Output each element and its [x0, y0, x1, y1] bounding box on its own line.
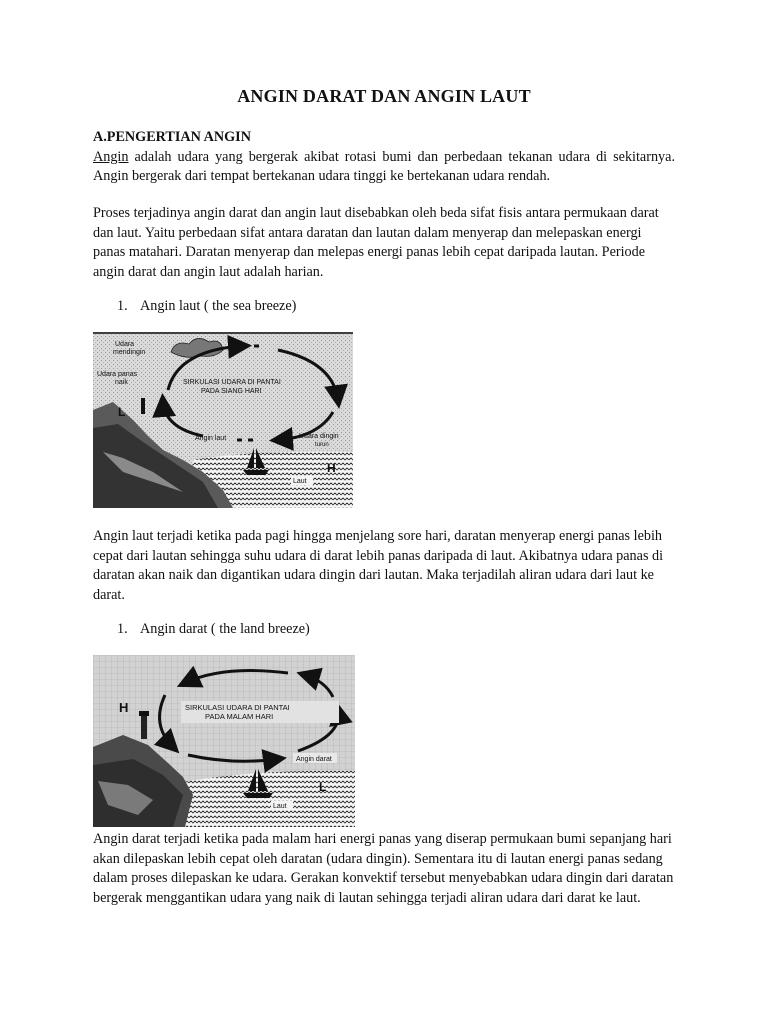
label-high-pressure: H	[119, 700, 129, 715]
intro-section	[93, 128, 675, 187]
label-hot-air-line2: naik	[115, 379, 128, 386]
section-heading: A.PENGERTIAN ANGIN	[93, 129, 251, 145]
label-hot-air-line1: Udara panas	[97, 371, 138, 378]
land-breeze-label: Angin darat ( the land breeze)	[140, 621, 310, 637]
land-breeze-diagram	[93, 655, 355, 827]
label-sea: Laut	[273, 803, 287, 810]
intro-paragraph	[93, 148, 675, 187]
list-number: 1.	[117, 621, 128, 637]
label-high-pressure: H	[327, 461, 336, 475]
land-breeze-description: Angin darat terjadi ketika pada malam hari energi panas yang diserap permukaan bumi sepanjang hari akan dilepaskan lebih cepat oleh daratan (udara dingin). Sementara itu di lautan energi panas sedang dalam proses dilepaskan ke udara. Gerakan konvektif tersebut menyebabkan udara dingin dari daratan bergerak menggantikan udara yang naik di lautan sehingga terjadi aliran udara dari darat ke laut.	[93, 831, 674, 906]
label-cold-sinks-line1: Udara dingin	[299, 433, 339, 440]
diagram-title-line2: PADA MALAM HARI	[205, 712, 274, 721]
label-cool-air-line2: mendingin	[113, 349, 146, 356]
sea-breeze-label: Angin laut ( the sea breeze)	[140, 298, 297, 314]
sea-breeze-list-item	[117, 297, 296, 316]
diagram-title-line1: SIRKULASI UDARA DI PANTAI	[185, 703, 290, 712]
label-cool-air-line1: Udara	[115, 341, 135, 348]
land-breeze-list-item	[117, 620, 310, 639]
label-sea: Laut	[293, 478, 307, 485]
label-low-pressure: L	[319, 780, 327, 794]
label-sea-wind: Angin laut	[195, 435, 227, 442]
diagram-title-line2: PADA SIANG HARI	[201, 388, 262, 395]
process-paragraph: Proses terjadinya angin darat dan angin laut disebabkan oleh beda sifat fisis antara permukaan darat dan laut. Yaitu perbedaan sifat antara daratan dan lautan dalam menyerap dan melepaskan energi panas matahari. Daratan menyerap dan melepas energi panas lebih cepat daripada lautan. Periode angin darat dan angin laut adalah harian.	[93, 205, 659, 280]
diagram-title-line1: SIRKULASI UDARA DI PANTAI	[183, 379, 281, 386]
intro-keyword-link[interactable]: Angin	[93, 148, 129, 165]
label-land-wind: Angin darat	[296, 756, 332, 763]
label-low-pressure: L	[118, 405, 126, 419]
label-cold-sinks-line2: turun	[315, 442, 329, 448]
sea-breeze-description: Angin laut terjadi ketika pada pagi hingga menjelang sore hari, daratan menyerap energi panas lebih cepat dari lautan sehingga suhu udara di darat lebih panas daripada di laut. Akibatnya udara panas di daratan akan naik dan digantikan udara dingin dari lautan. Maka terjadilah aliran udara dari laut ke darat.	[93, 528, 664, 603]
sea-breeze-diagram	[93, 332, 353, 508]
list-number: 1.	[117, 298, 128, 314]
document-title: ANGIN DARAT DAN ANGIN LAUT	[237, 86, 531, 106]
intro-text: adalah udara yang bergerak akibat rotasi bumi dan perbedaan tekanan udara di sekitarnya. Angin bergerak dari tempat bertekanan udara tinggi ke bertekanan udara rendah.	[93, 148, 675, 185]
